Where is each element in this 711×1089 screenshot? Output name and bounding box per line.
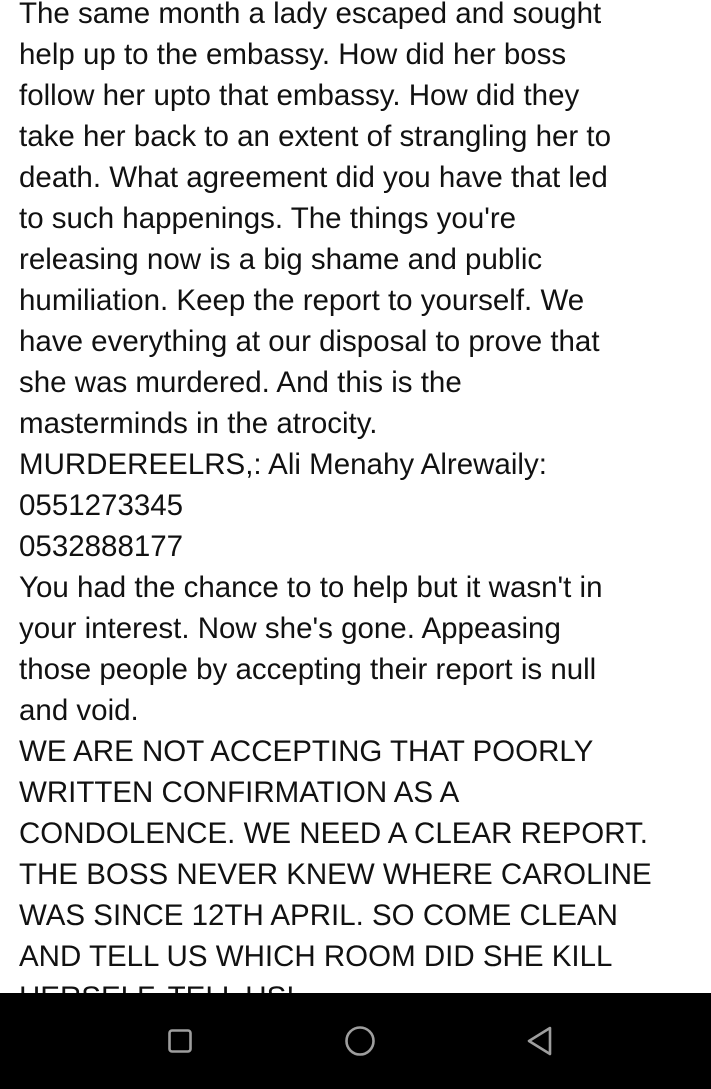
triangle-back-icon	[525, 1025, 555, 1057]
recents-button[interactable]	[158, 1019, 202, 1063]
back-button[interactable]	[518, 1019, 562, 1063]
square-icon	[168, 1029, 192, 1053]
system-navigation-bar	[0, 993, 711, 1089]
home-button[interactable]	[338, 1019, 382, 1063]
message-body-text: The same month a lady escaped and sought help up to the embassy. How did her boss follow her upto that embassy. How did they take her back to an extent of strangling her to death. What agreement did you have that led to such happenings. The things you're releasing now is a big shame and public humiliation. Keep the report to yourself. We have everything at our disposal to prove that she was murdered. And this is the masterminds in the atrocity. MURDEREELRS,: Ali Menahy Alrewaily: 0551273345 0532888177 You had the chance to to help but it wasn't in your interest. Now she's gone. Appeasing those people by accepting their report is null and void. WE ARE NOT ACCEPTING THAT POORLY WRITTEN CONFIRMATION AS A CONDOLENCE. WE NEED A CLEAR REPORT. THE BOSS NEVER KNEW WHERE CAROLINE WAS SINCE 12TH APRIL. SO COME CLEAN AND TELL US WHICH ROOM DID SHE KILL	[19, 0, 652, 973]
circle-icon	[344, 1025, 376, 1057]
